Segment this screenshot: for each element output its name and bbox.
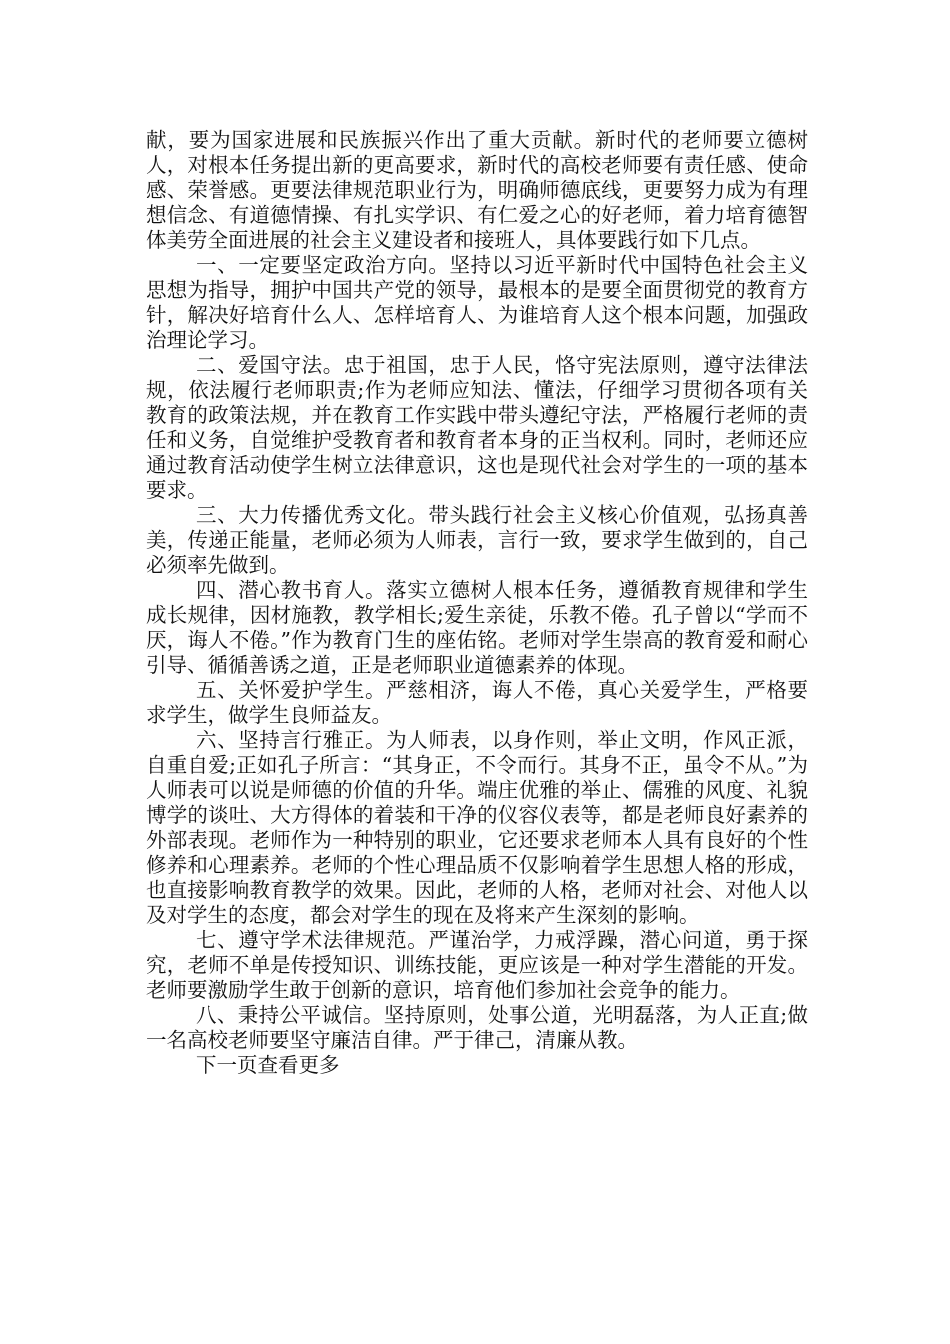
paragraph-intro-continuation: 献，要为国家进展和民族振兴作出了重大贡献。新时代的老师要立德树人，对根本任务提出新的更高要求，新时代的高校老师要有责任感、使命感、荣誉感。更要法律规范职业行为，明确师德底线，更要努力成为有理想信念、有道德情操、有扎实学识、有仁爱之心的好老师，着力培育德智体美劳全面进展的社会主义建设者和接班人，具体要践行如下几点。 xyxy=(146,128,808,252)
next-page-link[interactable]: 下一页查看更多 xyxy=(196,1053,340,1077)
paragraph-point-8: 八、秉持公平诚信。坚持原则，处事公道，光明磊落，为人正直;做一名高校老师要坚守廉洁自律。严于律己，清廉从教。 xyxy=(146,1003,808,1052)
paragraph-point-6: 六、坚持言行雅正。为人师表，以身作则，举止文明，作风正派，自重自爱;正如孔子所言：“其身正，不令而行。其身不正，虽令不从。”为人师表可以说是师德的价值的升华。端庄优雅的举止、儒雅的风度、礼貌博学的谈吐、大方得体的着装和干净的仪容仪表等，都是老师良好素养的外部表现。老师作为一种特别的职业，它还要求老师本人具有良好的个性修养和心理素养。老师的个性心理品质不仅影响着学生思想人格的形成，也直接影响教育教学的效果。因此，老师的人格，老师对社会、对他人以及对学生的态度，都会对学生的现在及将来产生深刻的影响。 xyxy=(146,728,808,927)
paragraph-point-5: 五、关怀爱护学生。严慈相济，诲人不倦，真心关爱学生，严格要求学生，做学生良师益友。 xyxy=(146,678,808,727)
document-body xyxy=(146,128,808,1078)
paragraph-point-2: 二、爱国守法。忠于祖国，忠于人民，恪守宪法原则，遵守法律法规，依法履行老师职责;作为老师应知法、懂法，仔细学习贯彻各项有关教育的政策法规，并在教育工作实践中带头遵纪守法，严格履行老师的责任和义务，自觉维护受教育者和教育者本身的正当权利。同时，老师还应通过教育活动使学生树立法律意识，这也是现代社会对学生的一项的基本要求。 xyxy=(146,353,808,502)
paragraph-point-4: 四、潜心教书育人。落实立德树人根本任务，遵循教育规律和学生成长规律，因材施教，教学相长;爱生亲徒，乐教不倦。孔子曾以“学而不厌，诲人不倦。”作为教育门生的座佑铭。老师对学生崇高的教育爱和耐心引导、循循善诱之道，正是老师职业道德素养的体现。 xyxy=(146,578,808,677)
paragraph-point-7: 七、遵守学术法律规范。严谨治学，力戒浮躁，潜心问道，勇于探究，老师不单是传授知识、训练技能，更应该是一种对学生潜能的开发。老师要激励学生敢于创新的意识，培育他们参加社会竞争的能力。 xyxy=(146,928,808,1002)
paragraph-point-3: 三、大力传播优秀文化。带头践行社会主义核心价值观，弘扬真善美，传递正能量，老师必须为人师表，言行一致，要求学生做到的，自己必须率先做到。 xyxy=(146,503,808,577)
paragraph-point-1: 一、一定要坚定政治方向。坚持以习近平新时代中国特色社会主义思想为指导，拥护中国共产党的领导，最根本的是要全面贯彻党的教育方针，解决好培育什么人、怎样培育人、为谁培育人这个根本问题，加强政治理论学习。 xyxy=(146,253,808,352)
